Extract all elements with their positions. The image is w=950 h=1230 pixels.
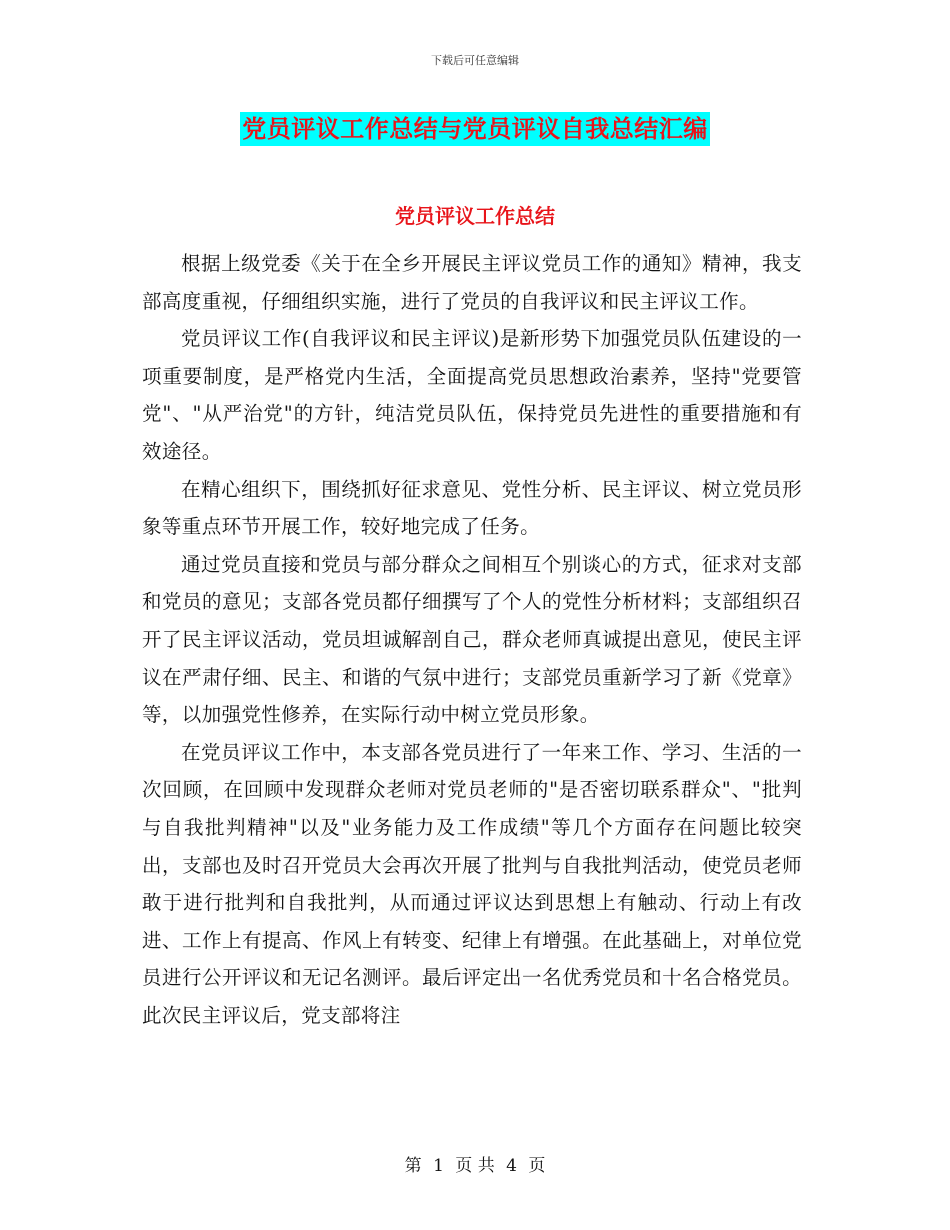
footer-suffix: 页 xyxy=(528,1156,546,1176)
paragraph-2: 党员评议工作(自我评议和民主评议)是新形势下加强党员队伍建设的一项重要制度，是严格党内生活，全面提高党员思想政治素养，坚持"党要管党"、"从严治党"的方针，纯洁党员队伍，保持党员先进性的重要措施和有效途径。 xyxy=(142,327,802,463)
footer-middle: 页 共 xyxy=(455,1156,495,1176)
paragraph-1: 根据上级党委《关于在全乡开展民主评议党员工作的通知》精神，我支部高度重视，仔细组织实施，进行了党员的自我评议和民主评议工作。 xyxy=(142,252,802,313)
paragraph-3: 在精心组织下，围绕抓好征求意见、党性分析、民主评议、树立党员形象等重点环节开展工作，较好地完成了任务。 xyxy=(142,477,802,539)
paragraph-5: 在党员评议工作中，本支部各党员进行了一年来工作、学习、生活的一次回顾，在回顾中发现群众老师对党员老师的"是否密切联系群众"、"批判与自我批判精神"以及"业务能力及工作成绩"等几个方面存在问题比较突出，支部也及时召开党员大会再次开展了批判与自我批判活动，使党员老师敢于进行批判和自我批判，从而通过评议达到思想上有触动、行动上有改进、工作上有提高、作风上有转变、纪律上有增强。在此基础上，对单位党员进行公开评议和无记名测评。最后评定出一名优秀党员和十名合格党员。此次民主评议后，党支部将注 xyxy=(142,740,802,1027)
footer-prefix: 第 xyxy=(404,1156,422,1176)
section-title: 党员评议工作总结 xyxy=(395,204,555,228)
document-title-container xyxy=(0,112,950,146)
document-body xyxy=(142,245,802,1034)
footer-page-number: 1 xyxy=(433,1156,444,1176)
page-header-note: 下载后可任意编辑 xyxy=(431,54,519,67)
paragraph-4: 通过党员直接和党员与部分群众之间相互个别谈心的方式，征求对支部和党员的意见；支部各党员都仔细撰写了个人的党性分析材料；支部组织召开了民主评议活动，党员坦诚解剖自己，群众老师真诚提出意见，使民主评议在严肃仔细、民主、和谐的气氛中进行；支部党员重新学习了新《党章》等，以加强党性修养，在实际行动中树立党员形象。 xyxy=(142,552,802,727)
footer-total-pages: 4 xyxy=(506,1156,517,1176)
document-title: 党员评议工作总结与党员评议自我总结汇编 xyxy=(240,112,710,146)
page-footer xyxy=(0,1154,950,1178)
